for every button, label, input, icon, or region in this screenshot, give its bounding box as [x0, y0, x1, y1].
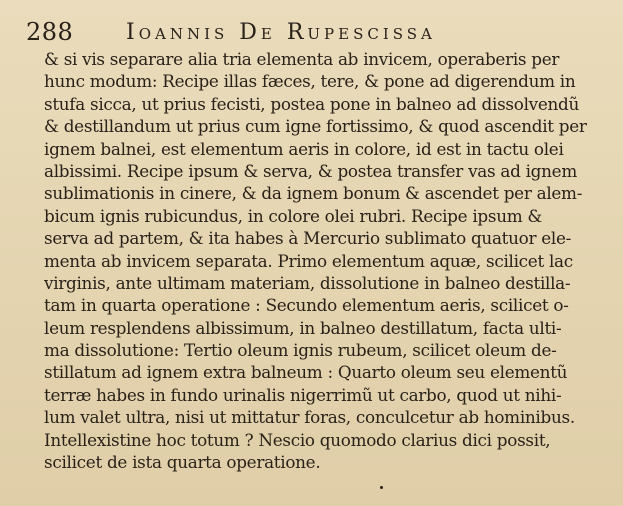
text-line: leum resplendens albissimum, in balneo destillatum, facta ulti-: [44, 317, 562, 338]
text-line: Intellexistine hoc totum ? Nescio quomodo clarius dici possit,: [44, 429, 551, 450]
text-line: ignem balnei, est elementum aeris in colore, id est in tactu olei: [44, 138, 564, 159]
text-line: stufa sicca, ut prius fecisti, postea pone in balneo ad dissolvendũ: [44, 93, 580, 114]
ink-speck: [380, 486, 383, 489]
text-line: terræ habes in fundo urinalis nigerrimũ ut carbo, quod ut nihi-: [44, 384, 562, 405]
text-line: stillatum ad ignem extra balneum : Quarto oleum seu elementũ: [44, 362, 568, 383]
page-number: 288: [26, 18, 74, 46]
running-head: Ioannis De Rupescissa: [126, 20, 436, 45]
text-line: ma dissolutione: Tertio oleum ignis rubeum, scilicet oleum de-: [44, 340, 557, 361]
page-header: [14, 12, 614, 48]
text-line: scilicet de ista quarta operatione.: [44, 452, 321, 473]
text-line: sublimationis in cinere, & da ignem bonum & ascendet per alem-: [44, 183, 583, 204]
text-line: bicum ignis rubicundus, in colore olei rubri. Recipe ipsum &: [44, 205, 543, 226]
body-text: [44, 48, 610, 473]
text-line: serva ad partem, & ita habes à Mercurio sublimato quatuor ele-: [44, 228, 572, 249]
text-line: hunc modum: Recipe illas fæces, tere, & pone ad digerendum in: [44, 71, 576, 92]
text-line: menta ab invicem separata. Primo elementum aquæ, scilicet lac: [44, 250, 573, 271]
text-line: virginis, ante ultimam materiam, dissolutione in balneo destilla-: [44, 272, 571, 293]
text-line: albissimi. Recipe ipsum & serva, & postea transfer vas ad ignem: [44, 160, 577, 181]
text-line: tam in quarta operatione : Secundo elementum aeris, scilicet o-: [44, 295, 569, 316]
text-line: & destillandum ut prius cum igne fortissimo, & quod ascendit per: [44, 116, 587, 137]
text-line: & si vis separare alia tria elementa ab invicem, operaberis per: [44, 49, 560, 69]
text-line: lum valet ultra, nisi ut mittatur foras, conculcetur ab hominibus.: [44, 407, 575, 428]
